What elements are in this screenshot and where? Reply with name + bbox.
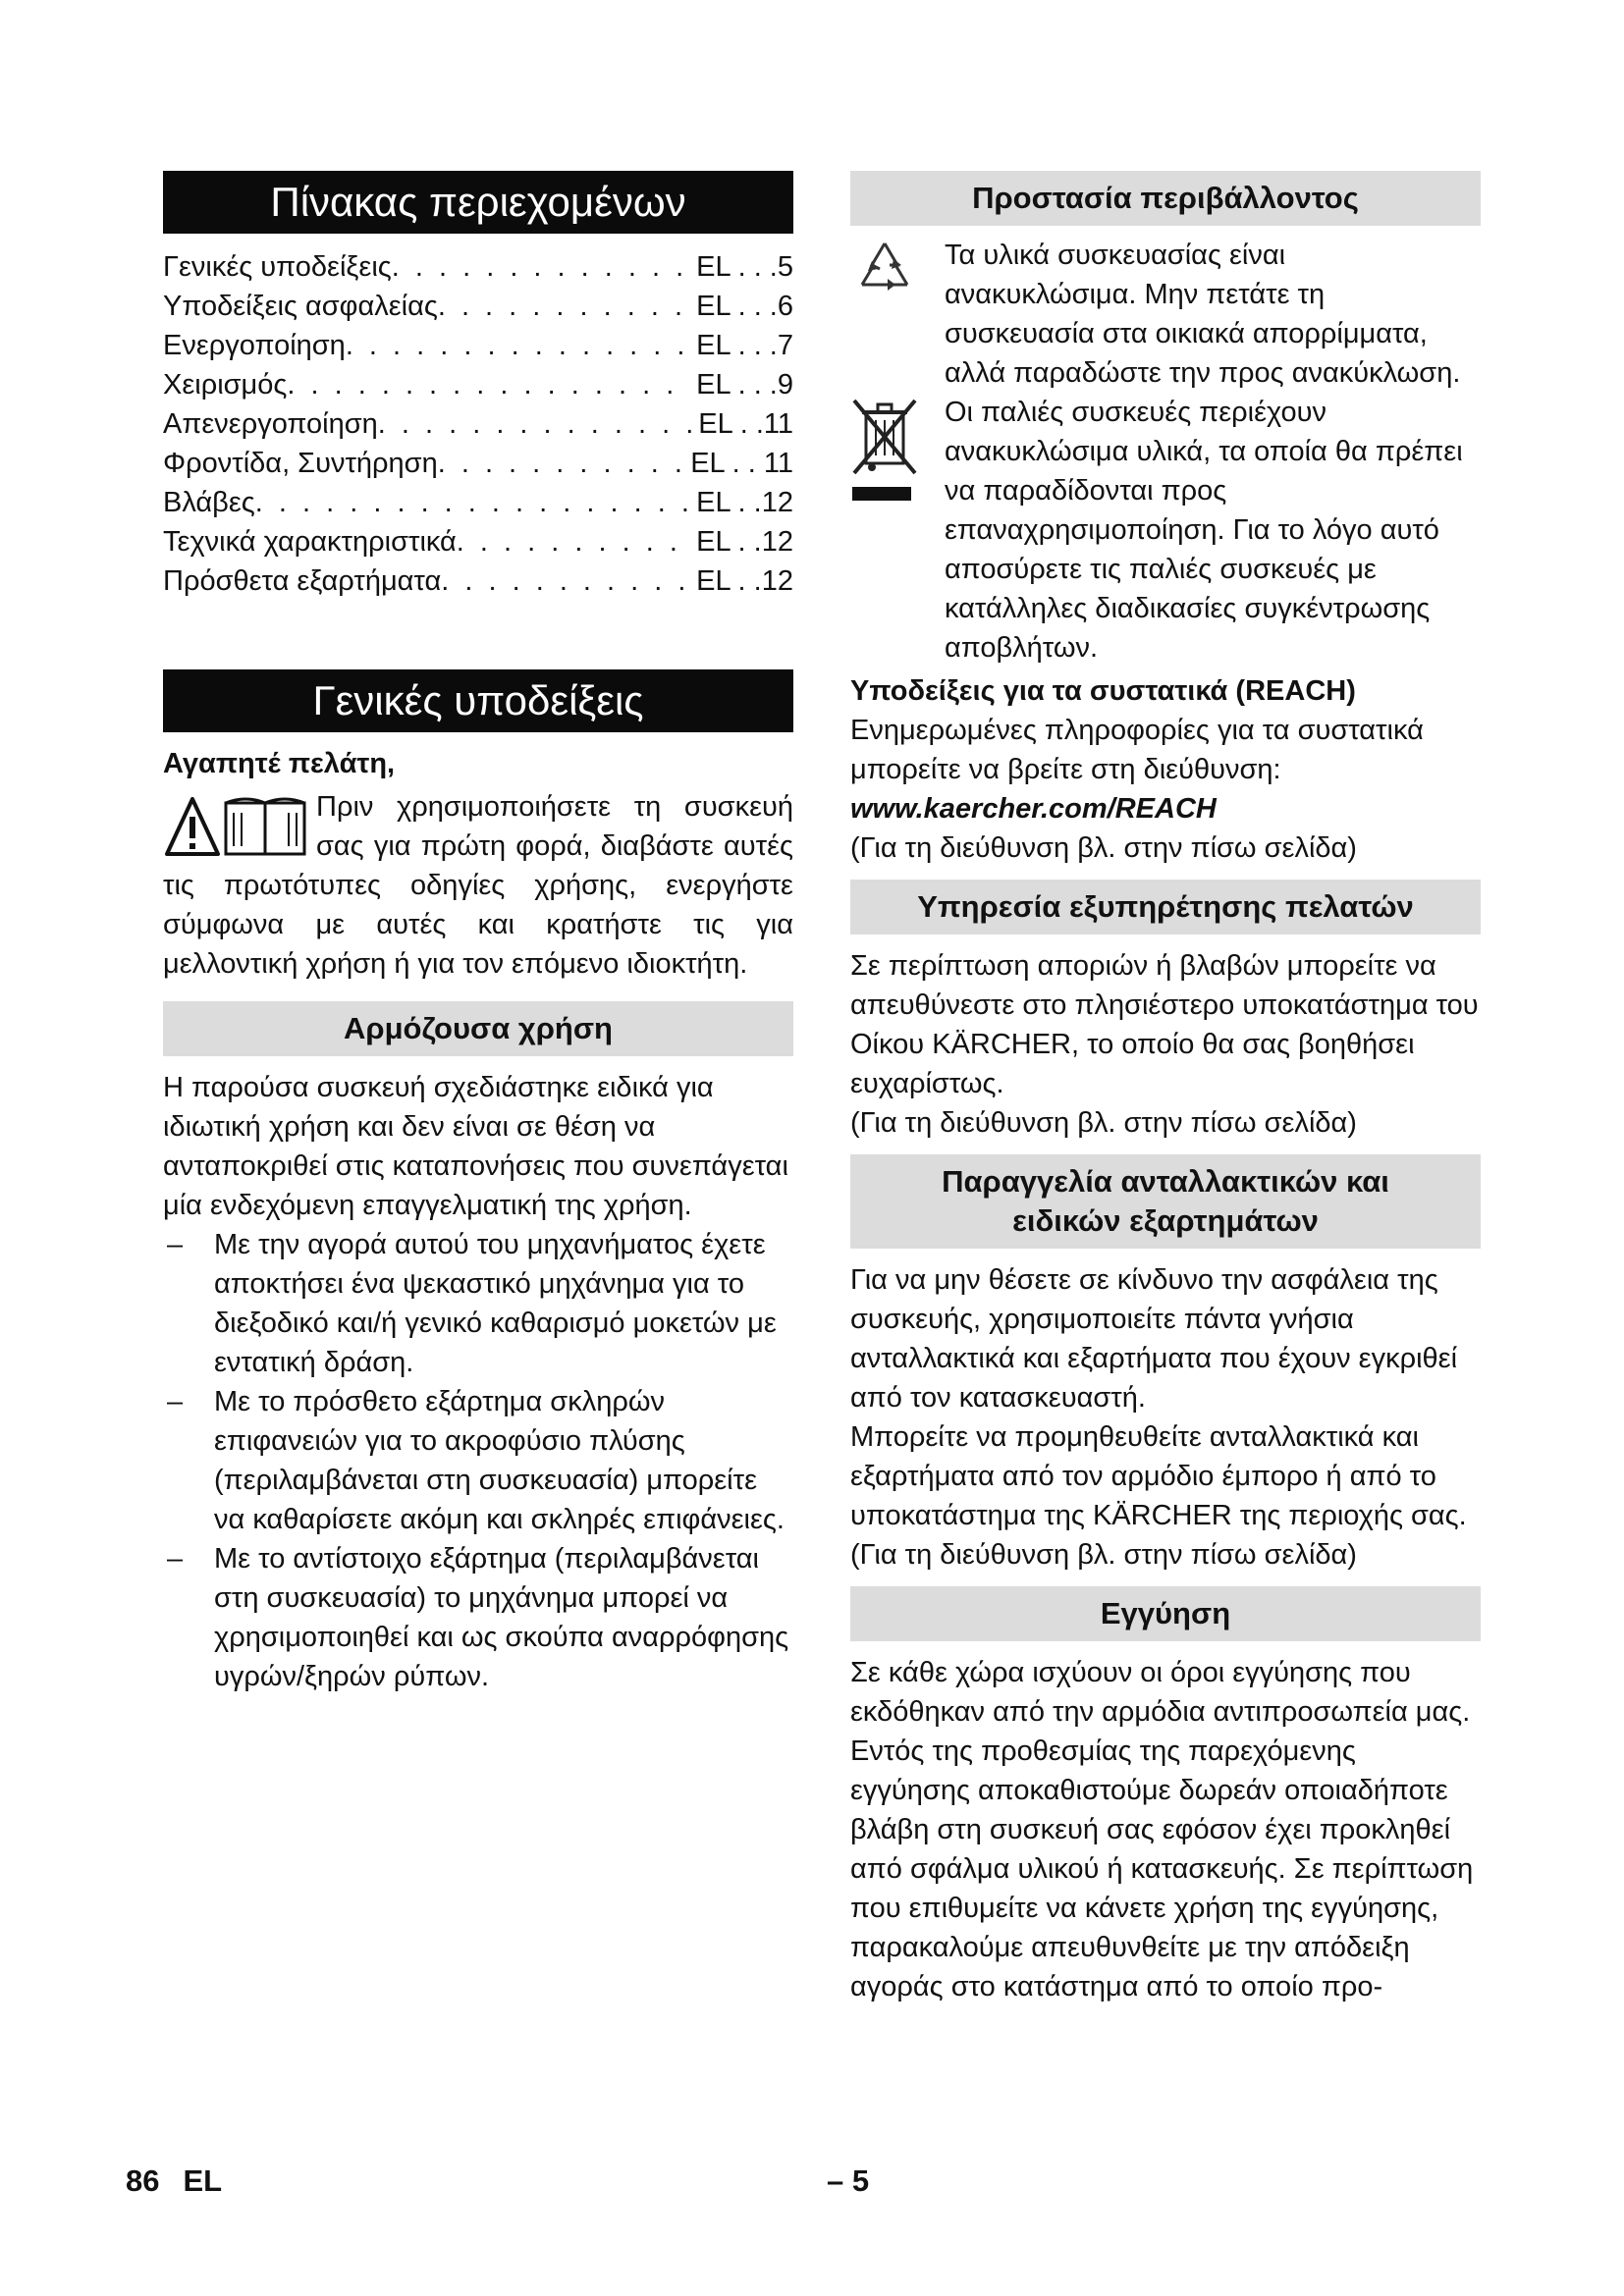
environment-title: Προστασία περιβάλλοντος [850,171,1481,226]
toc-entry-label: Φροντίδα, Συντήρηση [163,448,438,479]
toc-entry-label: Βλάβες [163,487,255,518]
customer-service-title: Υπηρεσία εξυπηρέτησης πελατών [850,880,1481,934]
section-page: – 5 [827,2163,870,2198]
toc-entry-page: EL . .12 [696,565,793,597]
warranty-text: Σε κάθε χώρα ισχύουν οι όροι εγγύησης που εκδόθηκαν από την αρμόδια αντιπροσωπεία μας. Εντός της προθεσμίας της παρεχόμενης εγγύησης αποκαθιστούμε δωρεάν οποιαδήποτε βλάβη στη συσκευή σας εφόσον έχει προκληθεί από σφάλμα υλικού ή κατασκευής. Σε περίπτωση που επιθυμείτε να κάνετε χρήση της εγγύησης, παρακαλούμε απευθυνθείτε με την απόδειξη αγοράς στο κατάστημα από το οποίο προ- [850,1657,1474,2002]
intro-block [163,787,793,984]
page-number: 86 EL [126,2163,223,2198]
toc-entry [163,561,793,601]
warning-manual-icons [163,795,316,862]
toc-entry-label: Πρόσθετα εξαρτήματα [163,565,442,597]
list-item: – Με το πρόσθετο εξάρτημα σκληρών επιφανειών για το ακροφύσιο πλύσης (περιλαμβάνεται στη συσκευασία) μπορείτε να καθαρίσετε ακόμη και σκληρές επιφάνειες. [163,1382,793,1539]
warning-triangle-icon [163,795,316,860]
toc-entry [163,404,793,444]
greeting: Αγαπητέ πελάτη, [163,748,396,779]
packaging-text: Τα υλικά συσκευασίας είναι ανακυκλώσιμα. Μην πετάτε τη συσκευασία στα οικιακά απορρίμματα, αλλά παραδώστε την προς ανακύκλωση. [945,240,1461,389]
toc-entry [163,444,793,483]
right-column [850,171,1481,2006]
toc-entry [163,247,793,287]
toc-title: Πίνακας περιεχομένων [163,171,793,234]
toc-entry-page: EL . .12 [696,487,793,518]
toc-leader-dots [392,247,692,287]
spare-parts-address-note: (Για τη διεύθυνση βλ. στην πίσω σελίδα) [850,1539,1357,1571]
old-devices-note [850,393,1481,667]
toc-entry-page: EL . . 11 [690,448,793,479]
reach-title: Υποδείξεις για τα συστατικά (REACH) [850,675,1356,707]
toc-entry [163,326,793,365]
reach-url: www.kaercher.com/REACH [850,793,1217,825]
toc-entry-label: Υποδείξεις ασφαλείας [163,291,438,322]
intended-use-list [163,1225,793,1696]
toc-entry-label: Ενεργοποίηση [163,330,346,361]
table-of-contents [163,247,793,601]
toc-entry-label: Απενεργοποίηση [163,408,378,440]
toc-entry-label: Γενικές υποδείξεις [163,251,392,283]
toc-entry-page: EL . .11 [698,408,793,440]
crossed-bin-icon [850,393,945,511]
recycle-icon [850,236,945,309]
toc-entry [163,365,793,404]
language-code: EL [183,2163,223,2198]
warranty-title: Εγγύηση [850,1586,1481,1641]
toc-entry [163,483,793,522]
toc-entry-label: Χειρισμός [163,369,288,400]
toc-leader-dots [441,561,692,601]
spare-parts-text: Για να μην θέσετε σε κίνδυνο την ασφάλεια της συσκευής, χρησιμοποιείτε πάντα γνήσια ανταλλακτικά και εξαρτήματα που έχουν εγκριθεί από τον κατασκευαστή. [850,1264,1458,1414]
toc-leader-dots [378,404,695,444]
spare-parts-title-line2: ειδικών εξαρτημάτων [1012,1203,1319,1238]
toc-entry [163,522,793,561]
reach-text: Ενημερωμένες πληροφορίες για τα συστατικά μπορείτε να βρείτε στη διεύθυνση: [850,715,1424,785]
environment-address-note: (Για τη διεύθυνση βλ. στην πίσω σελίδα) [850,832,1357,864]
list-item: – Με την αγορά αυτού του μηχανήματος έχετε αποκτήσει ένα ψεκαστικό μηχάνημα για το διεξοδικό και/ή γενικό καθαρισμό μοκετών με εντατική δράση. [163,1225,793,1382]
customer-service-address-note: (Για τη διεύθυνση βλ. στην πίσω σελίδα) [850,1107,1357,1139]
intro-text: Πριν χρησιμοποιήσετε τη συσκευή σας για πρώτη φορά, διαβάστε αυτές τις πρωτότυπες οδηγίες χρήσης, ενεργήστε σύμφωνα με αυτές και κρατήστε τις για μελλοντική χρήση ή για τον επόμενο ιδιοκτήτη. [163,791,793,980]
intended-use-text: Η παρούσα συσκευή σχεδιάστηκε ειδικά για ιδιωτική χρήση και δεν είναι σε θέση να ανταποκριθεί στις καταπονήσεις που συνεπάγεται μία ενδεχόμενη επαγγελματική της χρήση. [163,1072,788,1221]
spare-parts-text-2: Μπορείτε να προμηθευθείτε ανταλλακτικά και εξαρτήματα από τον αρμόδιο έμπορο ή από το υποκατάστημα της KÄRCHER της περιοχής σας. [850,1421,1467,1531]
packaging-note [850,236,1481,393]
toc-leader-dots [255,483,692,522]
toc-entry-page: EL . . .9 [696,369,793,400]
list-item: – Με το αντίστοιχο εξάρτημα (περιλαμβάνεται στη συσκευασία) το μηχάνημα μπορεί να χρησιμοποιηθεί και ως σκούπα αναρρόφησης υγρών/ξηρών ρύπων. [163,1539,793,1696]
toc-entry-label: Τεχνικά χαρακτηριστικά [163,526,457,558]
general-notes-title: Γενικές υποδείξεις [163,669,793,732]
customer-service-text: Σε περίπτωση αποριών ή βλαβών μπορείτε να απευθύνεστε στο πλησιέστερο υποκατάστημα του Οίκου KÄRCHER, το οποίο θα σας βοηθήσει ευχαρίστως. [850,950,1479,1099]
toc-entry [163,287,793,326]
open-book-icon [226,799,304,854]
spare-parts-title [850,1154,1481,1249]
toc-leader-dots [457,522,692,561]
spare-parts-title-line1: Παραγγελία ανταλλακτικών και [942,1164,1389,1199]
toc-entry-page: EL . . .7 [696,330,793,361]
old-devices-text: Οι παλιές συσκευές περιέχουν ανακυκλώσιμα υλικά, τα οποία θα πρέπει να παραδίδονται προς επαναχρησιμοποίηση. Για το λόγο αυτό αποσύρετε τις παλιές συσκευές με κατάλληλες διαδικασίες συγκέντρωσης αποβλήτων. [945,397,1463,664]
toc-leader-dots [438,287,692,326]
left-column [163,171,793,1696]
toc-entry-page: EL . . .5 [696,251,793,283]
toc-entry-page: EL . . .6 [696,291,793,322]
toc-leader-dots [346,326,692,365]
toc-entry-page: EL . .12 [696,526,793,558]
toc-leader-dots [438,444,686,483]
intended-use-title: Αρμόζουσα χρήση [163,1001,793,1056]
toc-leader-dots [287,365,692,404]
